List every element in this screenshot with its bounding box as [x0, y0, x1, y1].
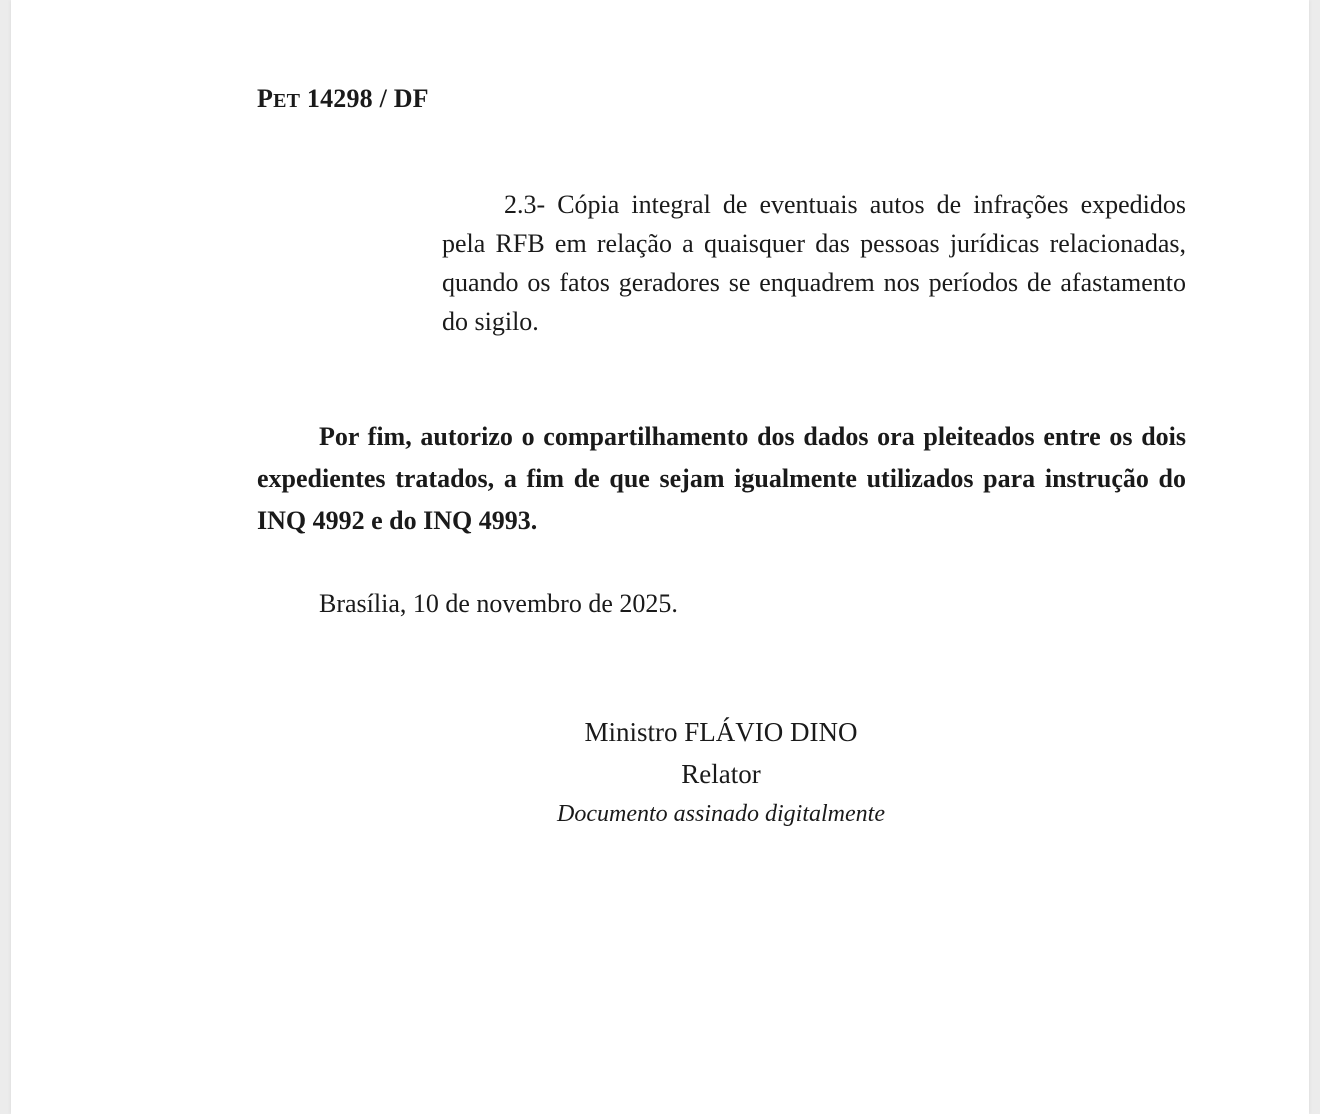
case-header-initial: P	[257, 84, 274, 113]
digital-signature-note: Documento assinado digitalmente	[557, 801, 885, 827]
case-header-smallcaps: ET	[273, 90, 301, 112]
signatory-role: Relator	[681, 759, 761, 789]
closing-paragraph: Por fim, autorizo o compartilhamento dos dados ora pleiteados entre os dois expedientes tratados, a fim de que sejam igualmente utilizados para instrução do INQ 4992 e do INQ 4993.	[257, 422, 1186, 535]
case-header-number: 14298 / DF	[300, 84, 429, 113]
document-page	[11, 0, 1309, 1114]
signature-block	[421, 711, 1021, 833]
signatory-name: Ministro FLÁVIO DINO	[584, 717, 858, 747]
quoted-item-2-3: 2.3- Cópia integral de eventuais autos de infrações expedidos pela RFB em relação a quaisquer das pessoas jurídicas relacionadas, quando os fatos geradores se enquadrem nos períodos de afastamento do sigilo.	[442, 190, 1186, 336]
date-line: Brasília, 10 de novembro de 2025.	[319, 589, 678, 618]
case-header	[257, 84, 429, 114]
